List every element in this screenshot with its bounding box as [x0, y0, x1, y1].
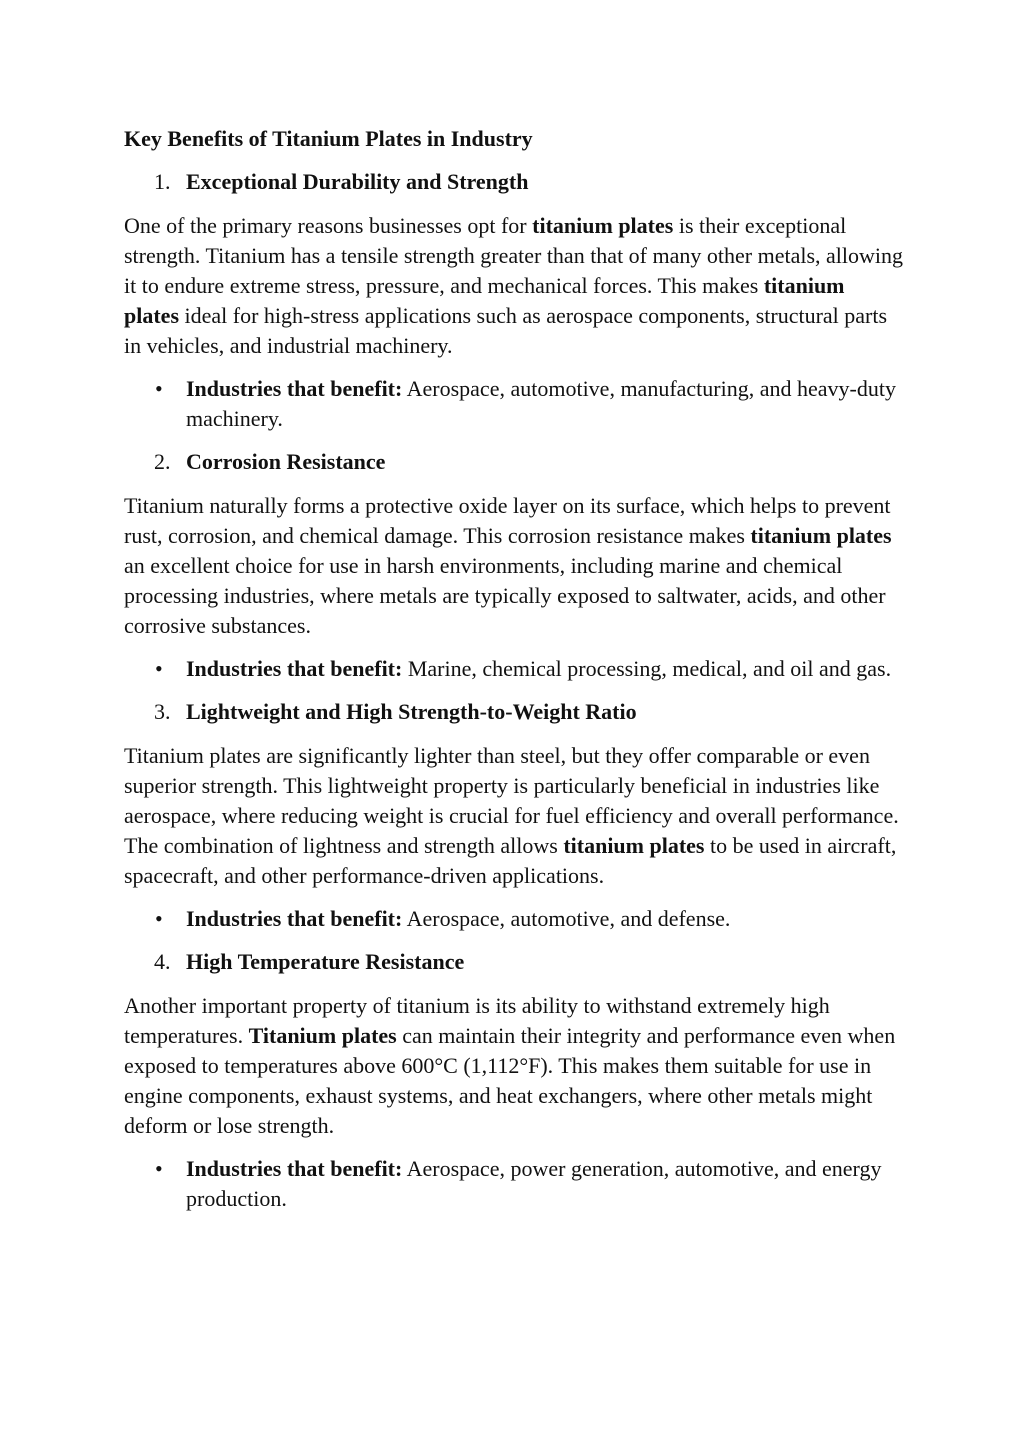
section-heading-text: High Temperature Resistance — [186, 949, 465, 974]
section-heading — [124, 697, 904, 727]
section-3 — [124, 697, 904, 934]
sections-container — [124, 167, 904, 1214]
section-heading-text: Corrosion Resistance — [186, 449, 386, 474]
section-4 — [124, 947, 904, 1214]
section-heading — [124, 447, 904, 477]
paragraph-bold-run: Titanium plates — [248, 1023, 397, 1048]
section-number: 3. — [154, 699, 171, 724]
section-heading-text: Exceptional Durability and Strength — [186, 169, 529, 194]
bullet-text: Aerospace, power generation, automotive, and energy production. — [186, 1156, 882, 1211]
paragraph-run: One of the primary reasons businesses opt for — [124, 213, 533, 238]
paragraph-run: is their exceptional strength. Titanium has a tensile strength greater than that of many other metals, allowing it to endure extreme stress, pressure, and mechanical forces. This makes — [124, 213, 904, 298]
section-number: 2. — [154, 449, 171, 474]
section-heading-text: Lightweight and High Strength-to-Weight Ratio — [186, 699, 637, 724]
bullet-dot-icon: • — [155, 906, 163, 931]
section-2 — [124, 447, 904, 684]
bullet-label: Industries that benefit: — [186, 656, 403, 681]
section-heading — [124, 167, 904, 197]
industries-bullet — [124, 654, 904, 684]
paragraph-run: an excellent choice for use in harsh environments, including marine and chemical processing industries, where metals are typically exposed to saltwater, acids, and other corrosive substances. — [124, 553, 886, 638]
section-number: 1. — [154, 169, 171, 194]
section-paragraph — [124, 491, 904, 641]
industries-bullet — [124, 374, 904, 434]
document-page — [124, 124, 904, 1227]
paragraph-bold-run: titanium plates — [124, 273, 845, 328]
bullet-dot-icon: • — [155, 656, 163, 681]
paragraph-bold-run: titanium plates — [532, 213, 674, 238]
section-number: 4. — [154, 949, 171, 974]
paragraph-run: ideal for high-stress applications such as aerospace components, structural parts in vehicles, and industrial machinery. — [124, 303, 888, 358]
industries-bullet — [124, 1154, 904, 1214]
section-paragraph — [124, 211, 904, 361]
paragraph-run: Titanium plates are significantly lighter than steel, but they offer comparable or even superior strength. This lightweight property is particularly beneficial in industries like aerospace, where reducing weight is crucial for fuel efficiency and overall performance. The combination of lightness and strength allows — [124, 743, 899, 858]
paragraph-run: Titanium naturally forms a protective oxide layer on its surface, which helps to prevent rust, corrosion, and chemical damage. This corrosion resistance makes — [124, 493, 891, 548]
bullet-dot-icon: • — [155, 1156, 163, 1181]
bullet-label: Industries that benefit: — [186, 1156, 403, 1181]
section-paragraph — [124, 991, 904, 1141]
bullet-label: Industries that benefit: — [186, 376, 403, 401]
section-heading — [124, 947, 904, 977]
paragraph-run: Another important property of titanium is its ability to withstand extremely high temperatures. — [124, 993, 830, 1048]
bullet-dot-icon: • — [155, 376, 163, 401]
paragraph-bold-run: titanium plates — [563, 833, 705, 858]
paragraph-run: to be used in aircraft, spacecraft, and other performance-driven applications. — [124, 833, 897, 888]
section-1 — [124, 167, 904, 434]
paragraph-run: can maintain their integrity and performance even when exposed to temperatures above 600°C (1,112°F). This makes them suitable for use in engine components, exhaust systems, and heat exchangers, where other metals might deform or lose strength. — [124, 1023, 896, 1138]
section-paragraph — [124, 741, 904, 891]
bullet-label: Industries that benefit: — [186, 906, 403, 931]
bullet-text: Aerospace, automotive, and defense. — [402, 906, 731, 931]
industries-bullet — [124, 904, 904, 934]
bullet-text: Aerospace, automotive, manufacturing, and heavy-duty machinery. — [186, 376, 896, 431]
document-title: Key Benefits of Titanium Plates in Industry — [124, 126, 533, 151]
bullet-text: Marine, chemical processing, medical, and oil and gas. — [402, 656, 892, 681]
paragraph-bold-run: titanium plates — [750, 523, 892, 548]
